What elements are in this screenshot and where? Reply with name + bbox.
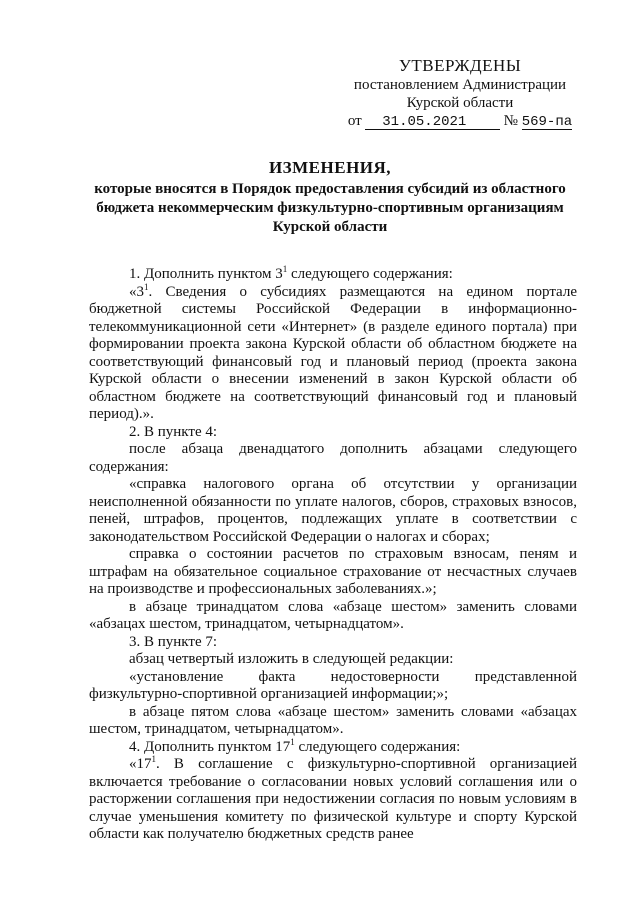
title-main: ИЗМЕНЕНИЯ, — [268, 158, 392, 177]
paragraph: «установление факта недостоверности представленной физкультурно-спортивной организацией информации;»; — [89, 668, 577, 702]
title-subtitle: которые вносятся в Порядок предоставления субсидий из областного бюджета некоммерческим физкультурно-спортивным организациям Курской области — [94, 181, 566, 235]
approval-number-sign: № — [503, 113, 518, 129]
document-body — [89, 266, 577, 844]
approval-date-line — [340, 112, 580, 130]
approval-block — [340, 56, 580, 130]
paragraph: 2. В пункте 4: — [129, 423, 218, 440]
approval-line-2: Курской области — [406, 95, 514, 111]
approval-heading: УТВЕРЖДЕНЫ — [398, 56, 522, 75]
paragraph: «$3^1$. Сведения о субсидиях размещаются на едином портале бюджетной системы Российской Федерации в информационно-телекоммуникационной сети «Интернет» (в разделе единого портала) при формировании проекта закона Курской области об областном бюджете на соответствующий финансовый год и плановый период (проекта закона Курской области о внесении изменений в закон Курской области об областном бюджете на соответствующий финансовый год и плановый период).». — [89, 281, 577, 422]
paragraph: 1. Дополнить пунктом $3^1$ следующего содержания: — [129, 264, 453, 282]
paragraph: в абзаце тринадцатом слова «абзаце шестом» заменить словами «абзацах шестом, тринадцатом, четырнадцатом». — [89, 598, 577, 632]
paragraph: после абзаца двенадцатого дополнить абзацами следующего содержания: — [89, 441, 577, 475]
approval-line-1: постановлением Администрации — [353, 77, 567, 93]
paragraph: абзац четвертый изложить в следующей редакции: — [129, 651, 454, 667]
paragraph: «справка налогового органа об отсутствии у организации неисполненной обязанности по уплате налогов, сборов, страховых взносов, пеней, штрафов, процентов, подлежащих уплате в соответствии с законодательством Российской Федерации о налогах и сборах; — [89, 476, 577, 545]
approval-number: 569-па — [521, 114, 573, 130]
approval-date: 31.05.2021 — [365, 115, 499, 130]
paragraph: справка о состоянии расчетов по страховым взносам, пеням и штрафам на обязательное социальное страхование от несчастных случаев на производстве и профессиональных заболеваниях.»; — [89, 546, 577, 597]
paragraph: 3. В пункте 7: — [129, 633, 218, 650]
paragraph: «$17^1$. В соглашение с физкультурно-спортивной организацией включается требование о согласовании новых условий соглашения или о расторжении соглашения при недостижении согласия по новым условиям в случае уменьшения комитету по физической культуре и спорту Курской области как получателю бюджетных средств ранее — [89, 754, 577, 842]
paragraph: в абзаце пятом слова «абзаце шестом» заменить словами «абзацах шестом, тринадцатом, четырнадцатом». — [89, 703, 577, 737]
paragraph: 4. Дополнить пунктом $17^1$ следующего содержания: — [129, 736, 461, 755]
approval-from: от — [347, 113, 362, 129]
document-title — [80, 158, 580, 237]
